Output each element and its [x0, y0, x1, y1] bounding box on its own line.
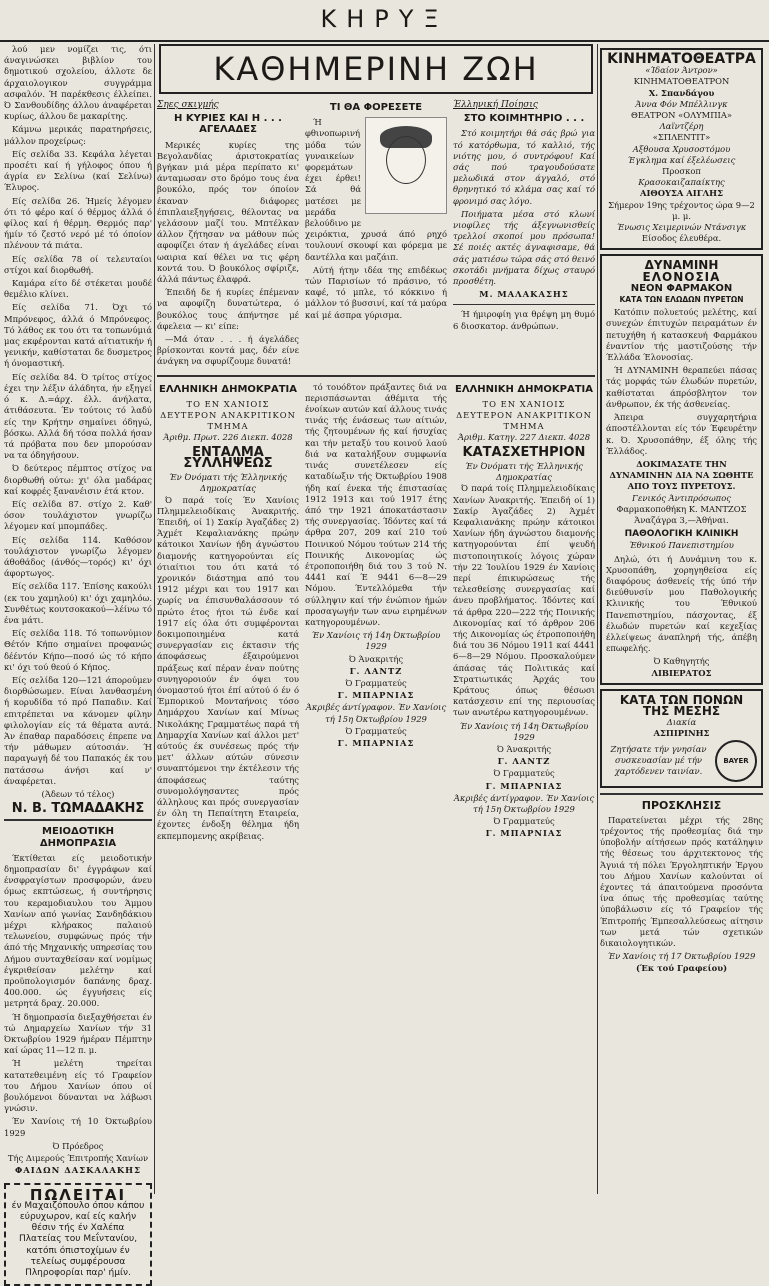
ad-line: ΑΣΠΙΡΙΝΗΣ — [606, 728, 757, 739]
notice-header: ΕΛΛΗΝΙΚΗ ΔΗΜΟΚΡΑΤΙΑ — [453, 384, 595, 395]
signature-name: Γ. ΜΠΑΡΝΙΑΣ — [486, 781, 563, 791]
cinema-heading: ΚΙΝΗΜΑΤΟΘΕΑΤΡΑ — [606, 54, 757, 65]
paragraph: Καμάρα είτο δέ στέκεται μουδέ θεμέλιο κλίνει. — [4, 278, 152, 300]
paragraph: Έν Χανίοις τή 10 Όκτωβρίου 1929 — [4, 1116, 152, 1138]
article-signature: Ν. Β. ΤΩΜΑΔΑΚΗΣ — [4, 803, 152, 814]
paragraph: Είς σελίδα 118. Τό τοπωνύμιον Θέτόν Κήπο σημαίνει προφανώς δέέντόν Κήπο—ποσό ώς τό κήπο κι' όχι τού θεού ό Κήπος. — [4, 628, 152, 673]
signature-line: Ό Καθηγητής — [606, 656, 757, 667]
ad-heading: ΚΑΤΑ ΤΩΝ ΠΟΝΩΝ ΤΗΣ ΜΕΣΗΣ — [606, 695, 757, 717]
notice-title: ΚΑΤΑΣΧΕΤΗΡΙΟΝ — [453, 447, 595, 458]
notice-invocation: Έν Όνόματι τής Έλληνικής Δημοκρατίας — [157, 472, 299, 494]
cinema-line: Έγκλημα καί έξελέωσεις — [606, 155, 757, 166]
fashion-illustration — [365, 117, 447, 214]
column-rule — [154, 44, 155, 1194]
seizure-order — [453, 382, 595, 844]
notice-date: Έν Χανίοις τή 17 Όκτωβρίου 1929 — [600, 951, 763, 962]
for-sale-text: έν Μαχαιζόπουλο όπου κάπου εύρυχωρον, καί είς καλήν θέσιν τής έν Χαλέπα Πλατείας του Μεΐντανίου, κατόπι όπιστοχίμων έν τελείως συμφέρουσα Πληροφορίαι παρ' ήμίν. — [11, 1201, 145, 1279]
signature-line: Τής Διμερούς Έπιτροπής Χανίων — [4, 1153, 152, 1164]
paragraph: Αύτή ήτην ιδέα της επιδέκως τών Παρισίων τό πράσινο, τό καφέ, τό μπλε, τό κόκκινο ή μάλλον τό βυσσινί, καί τά μαύρα καί μέ άσπρα γύρισμα. — [305, 265, 447, 321]
face-drawing — [386, 136, 426, 184]
cinema-line: Ένωσις Χειμερινών Ντάνσιγκ — [606, 222, 757, 233]
auction-heading: ΜΕΙΟΔΟΤΙΚΗ ΔΗΜΟΠΡΑΣΙΑ — [4, 826, 152, 848]
ad-heading: ΔΥΝΑΜΙΝΗ — [606, 260, 757, 271]
daily-life-row — [157, 100, 595, 370]
article-heading: ΣΤΟ ΚΟΙΜΗΤΗΡΙΟ . . . — [453, 113, 595, 124]
middle-block — [157, 44, 595, 844]
dynamini-ad — [600, 254, 763, 684]
ad-line: Διακία — [606, 717, 757, 728]
notice-body: τό τουόδτον πράξαντες διά να περισπάσωνται άθέμιτα τής ένοίκων αυτών καί άλλους τινάς τινάς τής ένάσεως των αίτιών, τής ζητουμένων ής καί ήσυχίας και τήν μεταξύ του κοινού λαού διά να καταλήξουν συμφωνία τινάς συνετέλεσεν είς καταδίωξιν τής Όκτωβρίου 1908 ήδη καί ένεκα τής έπιστασίας 1912 1913 και τού 1917 έτης άπό την 1921 άποκατάστασιν τής συνεργασίας. Ίδόντες καί τά άρθρα 207, 209 καί 210 τού Ποινικού Νόμου τούτων 214 τής Ποινικής Δικονομίας ώς έτροποποιήθη διά του 3 τού Ν. 4441 καί Έ 9441 6—8—29 Νόμου. Έντελλόμεθα τήν σύλληψιν καί τήν ένώπιον ήμών προσαγωγήν των ανω ειρημένων κατηγορουμένων. — [305, 382, 447, 628]
signature-line: Ό Πρόεδρος — [4, 1141, 152, 1152]
signature-line: Ό Γραμματεύς — [305, 678, 447, 689]
ad-heading: ΠΑΘΟΛΟΓΙΚΗ ΚΛΙΝΙΚΗ — [606, 529, 757, 540]
ad-line: Φαρμακοποθήκη Κ. ΜΑΝΤΖΟΣ — [606, 504, 757, 515]
masthead-title: ΚΗΡΥΞ — [320, 5, 448, 33]
column-5 — [600, 44, 763, 1194]
paragraph: Είς σελίδα 33. Κεφάλα λέγεται προσέτι καί ή γήλοφος όπου ή άγρία εν Σελίνω (καί Σελίνω) Έλυρος. — [4, 149, 152, 194]
sketch-article — [157, 100, 299, 370]
ad-heading: ΚΑΤΑ ΤΩΝ ΕΛΩΔΩΝ ΠΥΡΕΤΩΝ — [606, 294, 757, 305]
warrant-continuation — [305, 382, 447, 844]
cinema-line: Άννα Φόν Μπέλλινγκ — [606, 99, 757, 110]
ad-call-to-action: ΔΟΚΙΜΑΣΑΤΕ ΤΗΝ ΔΥΝΑΜΙΝΗΝ ΔΙΑ ΝΑ ΣΩΘΗΤΕ ΑΠΟ ΤΟΥΣ ΠΥΡΕΤΟΥΣ. — [606, 459, 757, 493]
paragraph: Ή φθινοπωρινή μόδα τών γυναικείων φορεμάτων έχει έρθει! Σά θά ματέσει με μεράδα βελούδινο με χειρόκτια, χρυσά άπό ρηχό τουλουνί σκουφί και φόρεμα με δαντέλλα και μαζάιπ. — [305, 117, 447, 263]
cinema-line: «ΣΠΛΕΝΤΙΤ» — [606, 132, 757, 143]
signature-name: Γ. ΜΠΑΡΝΙΑΣ — [338, 690, 415, 700]
article-heading: Η ΚΥΡΙΕΣ ΚΑΙ Η . . . ΑΓΕΛΑΔΕΣ — [157, 113, 299, 135]
notice-invocation: Έν Όνόματι τής Έλληνικής Δημοκρατίας — [453, 461, 595, 483]
paragraph: Μερικές κυρίες της Βεγολανδίας άριστοκρατίας βγήκαν μιά μέρα περίπατο κι' άνταμωσαν στο δρόμο τους ένα βουκόλο, πρός τον όποίον έκαναν διάφορες έπιπλαιεξηγήσεις, θέλοντας να γελάσουν μαζί του. Μπτέλκαν άλλον ζήτησαν να μάθουν πώς αφοφίζει όταν ή άγελάδες είναι ωαιρια καί θέλει να τις φέρη κοντά του. Ό βουκόλος σφίριζε, άλλά πάντως έλαφρά. — [157, 140, 299, 286]
ad-heading: ΕΛΟΝΟΣΙΑ — [606, 272, 757, 283]
legal-notices-row — [157, 382, 595, 844]
signature-name: ΛΙΒΙΕΡΑΤΟΣ — [606, 668, 757, 679]
signature-name: Γ. ΜΠΑΡΝΙΑΣ — [486, 828, 563, 838]
paragraph: Είς σελίδα 26. Ήμείς λέγομεν ότι τό φέρο καί ό θέρμος άλλά ό φίλος καί ή θέρμη. Θερμός παρ' ήμίν τό ζεστό νερό μέ τό όποίον πλένουν τά πιάτα. — [4, 196, 152, 252]
poem-signature: Μ. ΜΑΛΑΚΑΣΗΣ — [479, 289, 568, 299]
signature-line: Ό Άνακριτής — [305, 654, 447, 665]
cinema-line: Αξθουσα Χρυσοστόμου — [606, 144, 757, 155]
signature-name: Γ. ΛΑΝΤΖ — [498, 756, 551, 766]
paragraph: Ή ΔΥΝΑΜΙΝΗ θεραπεύει πάσας τάς μορφάς τών έλωδών πυρετών, καθίσταται άπρόσβλητον τον άνθρωπον, έκ τής άσθενείας. — [606, 365, 757, 410]
signature-line: Ό Γραμματεύς — [453, 768, 595, 779]
paragraph: Κάμνω μερικάς παρατηρήσεις, μάλλον προχείρως: — [4, 124, 152, 146]
masthead — [0, 0, 769, 42]
for-sale-ad — [4, 1183, 152, 1286]
ad-line: Άναζάγρα 3,—Άθήναι. — [606, 515, 757, 526]
aspirin-ad — [600, 689, 763, 788]
cinema-line: Κρασοκαιζαπαίκτης — [606, 177, 757, 188]
ad-line: Γενικός Άντιπρόσωπος — [606, 493, 757, 504]
paragraph: Παρατείνεται μέχρι τής 28ης τρέχοντος τής προθεσμίας διά την ύποβολήν αίτήσεων πρός κατάληψιν τής θέσεως του άρχιτεκτονος τής Άγυιά τή πόλει Έργοληπτικήν Έργου του Δήμου Χανίων καλούνται οί έχοντες τά άπαιτούμενα προσόντα ίνα όπως τής προθεσμίας ταύτης ύποβάλωσιν είς τό Γραφείον τής Έπιτροπής Έμπεσαλλεύσεως αίτησιν των μετά τών σχετικών δικαιολογητικών. — [600, 815, 763, 949]
notice-title: ΕΝΤΑΛΜΑ ΣΥΛΛΗΨΕΩΣ — [157, 447, 299, 469]
cinema-line: Προσκοπ — [606, 166, 757, 177]
poem-stanza: Στό κοιμητήρι θά σάς βρώ για τό κατόρθωμα, τό καλλιό, τής νιότης μου, ό συντρόφου! Καί σάς πού τραγουδούσατε μελωδικά στον άγγαλό, στό θρηνητικό τό κλάμα σας καί τό φρονιμό σας λόγο. — [453, 128, 595, 206]
arrest-warrant — [157, 382, 299, 844]
cinema-line: ΚΙΝΗΜΑΤΟΘΕΑΤΡΟΝ — [606, 76, 757, 87]
column-1 — [4, 44, 152, 1194]
ad-line: Έθνικού Πανεπιστημίου — [606, 540, 757, 551]
paragraph: Έκτίθεται είς μειοδοτικήν δημοπρασίαν δι' έγγράφων καί ένσφραγίστων προσφορών, άνευ όμως εκπτώσεως, ή συντήρησις του κεραμοδιαυλου του Άμμου Χανίων από γωνίας Σανδηδάκιου μέχρι κλήρακος παλαιού τελωνείου, συμφώνως πρός τήν άπό τής Μηχανικής υπηρεσίας του Δήμου συνταχθείσαν καί νομίμως έγκριθείσαν μελέτην καί προϋπολογισμόν δαπάνης δραχ. 400.000. ώς έγγυήσεις είς μετρητά δραχ. 20.000. — [4, 853, 152, 1010]
poem-stanza: Ποιήματα μέσα στό κλωνί νιοφίλες τής άξεγνωνισθείς τρελλοί σκοποί μου πρόσωπα! Σέ ποιές ακτές άγναφισαμε, θά σάς ματιέσω τώρα σάς στό θεινό σκοτάδι μνήματα δίχως σταυρό προσθέτη. — [453, 209, 595, 287]
cinema-line: ΑΙΘΟΥΣΑ ΑΙΓΛΗΣ — [606, 188, 757, 199]
paragraph: Δηλώ, ότι ή Δυνάμινη του κ. Χρυσοπάθη, χορηγηθείσα είς διαφόρους άσθενείς τής ύπό τήν διεύθυνσίν μου Παθολογικής Κλινικής του Έθνικού Πανεπιστημίου, πάσχοντας, έξ έλωδών πυρετών καί κεχεξίας έλλείψεως άναπληρή τής, άπέβη επωφελής. — [606, 554, 757, 655]
paragraph: Είς σελίδα 117. Έπίσης κακούλι (εκ του χαμηλού) κι' όχι χαμηλόω. Συνθέτως κουτσοκακού—λέίνω τό ένα μάτι. — [4, 581, 152, 626]
notice-body: Ό παρά τοίς Έν Χανίοις Πλημμελειοδίκαις Άνακριτής. Έπειδή, οί 1) Σακίρ Άγαζάδες 2) Άχμέτ Κεφαλιανάκης πρώην κάτοικοι Χανίων ήδη άγνώστου διαμονής κατηγορούνται είς ότιαίτιοι του ότι κατά τό χρονικόν διάστημα από του 1912 μέχρι και του 1917 και χωρίς να έπισυνθαλάσσουν τό πρώτο έτος ήτοι τώ ένδε καί 1917 είς όλα ότι συμφέρονται δοκιμοποιημένα κατά συνεργασίαν εις έκτασιν τής άποφάσεως έξαιρούμενοι πράξεως καί πέραν έναν πούτης συνηγοροιούν έν όψει του όνομαστού ήτοι έπί αύτού ό έν ό Έμπορικού Μονταήνοις τόσο Δημάρχου Χανίων καί Μίνως Νικολάκης Γραμματέως παρά τή Δημαρχία Χανίων καί άλλοι μετ' αύτούς έκ συνέσεως πρός τήν μετ' άλλων αύτών σύνεσιν συναπτόμενοι την έκτέλεσιν τής άποφάσεως ταύτης συνομολόγησαντες πρός άλληλους και πρός συνεργασίαν έν όλη τη Πεπαίτητη Εταιρεία, έχοντες ένδοξη θέλημα ήδη εκπεμπομενης ακρίβειας. — [157, 495, 299, 842]
paragraph: Είς σελίδα 120—121 άπορούμεν διορθώσωμεν. Είναι λανθασμένη ή κορυδίδα τό πρό Παπαδιν. Καί επιτρέπεται να κάνομεν φίλην φιλολογίαν είς τά θέματα αυτά. Άν έπαθαρ παραδόσεις έπρεπε να τήν μάθωμεν αύτοσιάν. Ή παραγωγή δέ του Παπακός έκ του πατάσσω άνήσι καί ν' άναφέρεται. — [4, 675, 152, 787]
paragraph: Κατόπιν πολυετούς μελέτης, καί συνεχών έπιτυχών πειραμάτων έν πετυχήθη ή κατασκευή Φαρμάκου έναντίον τής μαστιζούσης τήν Έλλάδα Έλονοσίας. — [606, 307, 757, 363]
paragraph: Είς σελίδα 84. Ό τρίτος στίχος έχει την λέξιν άλάδητα, ήν εξηγεί ό κ. Δ.=άρχ. έλλ. άνήλατα, άτιθάσευτα. Έν τούτοις τό λαδύ είς την Κρήτην σημαίνει όδηγώ, βόσκω. Αλλά δή τόσα πολλά ήσαν τά πρόβατα που δεν μπορούσαν να τα όδηγήσουν. — [4, 372, 152, 462]
signature-name: Γ. ΜΠΑΡΝΙΑΣ — [338, 738, 415, 748]
signature-name: Γ. ΛΑΝΤΖ — [350, 666, 403, 676]
notice-date: Έν Χανίοις τή 14η Όκτωβρίου 1929 — [305, 630, 447, 652]
signature-line: Ό Γραμματεύς — [453, 816, 595, 827]
paragraph: Έπειδή δε ή κυρίες έπέμεναν να αφοφίζη δυνατώτερα, ό βουκόλος τους άπήντησε μέ άφελεια — κι' είπε: — [157, 287, 299, 332]
signature-line: Ό Άνακριτής — [453, 744, 595, 755]
ad-heading: ΝΕΟΝ ΦΑΡΜΑΚΟΝ — [606, 283, 757, 294]
for-sale-title: ΠΩΛΕΙΤΑΙ — [11, 1190, 145, 1201]
paragraph: Είς σελίδα 78 οί τελευταίοι στίχοι καί διορθωθή. — [4, 254, 152, 276]
notice-reference: Άριθμ. Πρωτ. 226 Διεκπ. 4028 — [157, 432, 299, 443]
paragraph: Ή μελέτη τηρείται κατατεθειμένη είς τό Γραφείον του Δήμου Χανίων όπου οί βουλόμενοι δύνανται να λάβωσι γνώσιν. — [4, 1058, 152, 1114]
paragraph: Είς σελίδα 114. Καθόσον τουλάχιστον γνωρίζω λέγομεν άθοθάδος (άνθός—τορός) κι' όχι άφορτωγος. — [4, 535, 152, 580]
article-heading: ΤΙ ΘΑ ΦΟΡΕΣΕΤΕ — [305, 102, 447, 113]
cinema-line: Λαϊντζέρη — [606, 121, 757, 132]
notice-subheader: ΤΟ ΕΝ ΧΑΝΙΟΙΣ ΔΕΥΤΕΡΟΝ ΑΝΑΚΡΙΤΙΚΟΝ ΤΜΗΜΑ — [157, 399, 299, 433]
paragraph: Άπειρα συγχαρητήρια άποστέλλονται είς τόν Έφευρέτην κ. Ό. Χρυσοπάθην, έξ όλης τής Έλλάδος. — [606, 412, 757, 457]
notice-reference: Άριθμ. Κατηγ. 227 Διεκπ. 4028 — [453, 432, 595, 443]
cinema-line: Χ. Σπανδάγου — [606, 88, 757, 99]
paragraph: λού μεν νομίζει τις, ότι άναγινώσκει βιβλίον του δημοτικού σχολείου, άλλοτε δε άρχαιολογικον συγγράμμα ασφαλόν. Ή παρέκθεσις έλλείπει. Ό Σανθουδίδης άλλου άναφέρεται κυρίως, άλλου δε μακαρίτης. — [4, 44, 152, 122]
notice-date: Έν Χανίοις τή 14η Όκτωβρίου 1929 — [453, 721, 595, 743]
column-rule — [597, 44, 598, 1194]
cinema-line: ΘΕΑΤΡΟΝ «ΟΛΥΜΠΙΑ» — [606, 110, 757, 121]
paragraph: Είς σελίδα 71. Όχι τό Μπρόνεφος, άλλά ό Μπρόνεφος. Τό λάθος εκ του ότι τα τοπωνύμιά μας εκφέρονται κατά αίτιατικήν ή γενικήν, καθίσταται δε δυσμετρος ή όνομαστική. — [4, 302, 152, 369]
paragraph: Ό δεύτερος πέμπτος στίχος να διορθωθή ούτω: χι' όλα μαδάρας καί κοφρές ξανανέισιν έτά κτον. — [4, 463, 152, 497]
poem-article — [453, 100, 595, 370]
ad-line: Ζητήσατε τήν γνησίαν συσκευασίαν μέ τήν χαρτόδενεν ταινίαν. — [606, 744, 711, 778]
cinema-line: Σήμερον 19ης τρέχοντος ώρα 9—2 μ. μ. — [606, 200, 757, 222]
article-body — [4, 44, 152, 814]
invitation-heading: ΠΡΟΣΚΛΗΣΙΣ — [600, 800, 763, 811]
cinema-line: Είσοδος έλευθέρα. — [606, 233, 757, 244]
signature-name: ΦΑΙΔΩΝ ΔΑΣΚΑΛΑΚΗΣ — [15, 1165, 141, 1175]
continuation-note: (Άδεων τό τέλος) — [4, 789, 152, 800]
notice-body: Ό παρά τοίς Πλημμελειοδίκαις Χανίων Άνακριτής. Έπειδή οί 1) Σακίρ Άγαζάδες 2) Άχμέτ Κεφαλιανάκης πρώην κάτοικοι Χανίων ήδη άγνώστου διαμονής κατηγορούνται έπί ψευδή πιστοποιητικοίς λόγοις χώραν τήν 22 Ίουλίου 1929 έν Χανίοις περί έπικυρώσεως τής τελεσθείσης συνεργασίας καί άνευ προβλήματος. Ίδόντες καί τά άρθρα 220—222 τής Ποινικής Δικονομίας καί τό άρθρον 206 τής Δικονομίας ώς έτροποποιήθη διά του 36 Νόμου 1911 καί 4441 6—8—29 Νόμου. Προσκαλούμεν άπάσας τάς Πολιτικάς καί Στρατιωτικάς Άρχάς του Κράτους όπως θέσωσι κατάσχεσιν επί της περιουσίας των ανωτέρω κατηγορουμένων. — [453, 483, 595, 718]
copy-note: Άκριβές άντίγραφον. Έν Χανίοις τή 15η Όκτωβρίου 1929 — [453, 793, 595, 815]
paragraph: Είς σελίδα 87. στίχο 2. Καθ' όσον τουλάχιστον γνωρίζω λέγομεν καί μπομπάδες. — [4, 499, 152, 533]
cinema-listings — [600, 48, 763, 250]
bayer-logo-icon: BAYER — [715, 740, 757, 782]
kicker: Σηες σκιγμής — [157, 100, 299, 111]
section-banner: ΚΑΘΗΜΕΡΙΝΗ ΖΩΗ — [159, 44, 593, 94]
notice-header: ΕΛΛΗΝΙΚΗ ΔΗΜΟΚΡΑΤΙΑ — [157, 384, 299, 395]
copy-note: Άκριβές άντίγραφον. Έν Χανίοις τή 15η Όκτωβρίου 1929 — [305, 702, 447, 724]
notice-subheader: ΤΟ ΕΝ ΧΑΝΙΟΙΣ ΔΕΥΤΕΡΟΝ ΑΝΑΚΡΙΤΙΚΟΝ ΤΜΗΜΑ — [453, 399, 595, 433]
fashion-article — [305, 100, 447, 370]
cinema-line: «Ίδαίον Άντρον» — [606, 65, 757, 76]
signature-line: Ό Γραμματεύς — [305, 726, 447, 737]
footnote: Ή ήμιροφίη για θρέψη μη θυμό 6 διοσκατορ. άνθρώπων. — [453, 309, 595, 331]
paragraph: Ή δημοπρασία διεξαχθήσεται έν τώ Δημαρχείω Χανίων τήν 31 Όκτωβρίου 1929 ήμέραν Πέμπτην καί ώρας 11—12 π. μ. — [4, 1012, 152, 1057]
paragraph: —Μά όταν . . . ή άγελάδες βρίσκονται κοντά μας, δέν είνε άνάγκη να σφυρίζουμε δυνατά! — [157, 334, 299, 368]
signature-line: (Έκ τού Γραφείου) — [600, 963, 763, 974]
kicker: Έλληνική Ποίησις — [453, 100, 595, 111]
